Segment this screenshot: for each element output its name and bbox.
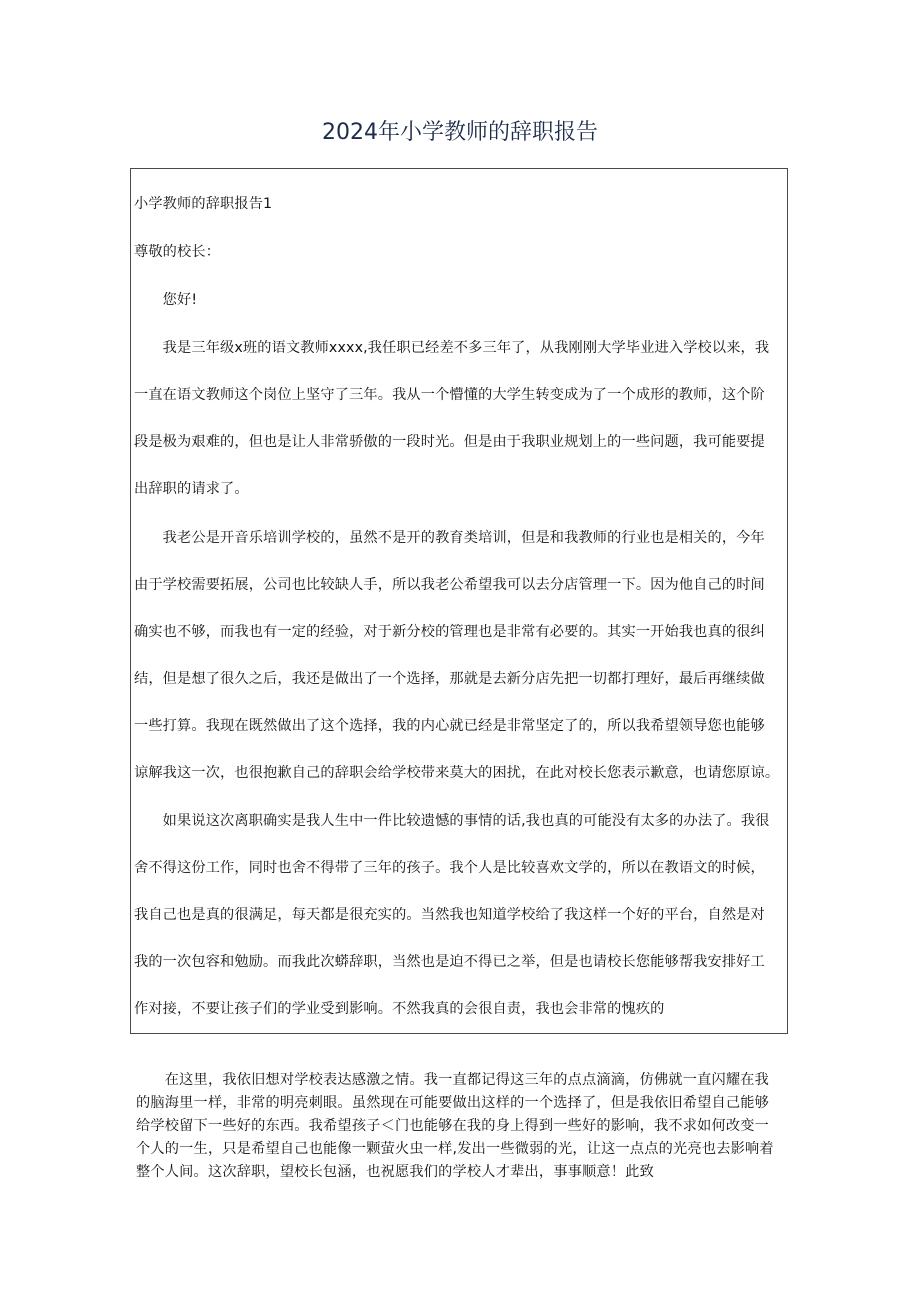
closing-line: 整个人间。这次辞职，望校长包涵，也祝愿我们的学校人才辈出，事事顺意！此致: [136, 1164, 654, 1180]
letter-line: 舍不得这份工作，同时也舍不得带了三年的孩子。我个人是比较喜欢文学的，所以在教语文的时候，: [134, 860, 765, 876]
closing-line: 个人的一生，只是希望自己也能像一颗萤火虫一样,发出一些微弱的光，让这一点点的光亮也去影响着: [136, 1141, 774, 1157]
closing-line: 给学校留下一些好的东西。我希望孩子＜门也能够在我的身上得到一些好的影响，我不求如何改变一: [136, 1118, 770, 1134]
letter-line: 我的一次包容和勉励。而我此次蟒辞职，当然也是迫不得已之举，但是也请校长您能够帮我安排好工: [134, 954, 765, 970]
document-title: 2024年小学教师的辞职报告: [322, 120, 598, 145]
letter-line: 一些打算。我现在既然做出了这个选择，我的内心就已经是非常坚定了的，所以我希望领导您也能够: [134, 718, 765, 734]
letter-box: [130, 168, 788, 1034]
letter-line: 作对接，不要让孩子们的学业受到影响。不然我真的会很自责，我也会非常的愧疚的: [134, 1001, 665, 1017]
closing-paragraph: [136, 1069, 792, 1184]
letter-line: 由于学校需要拓展，公司也比较缺人手，所以我老公希望我可以去分店管理一下。因为他自己的时间: [134, 577, 765, 593]
letter-line: 谅解我这一次，也很抱歉自己的辞职会给学校带来莫大的困扰，在此对校长您表示歉意，也请您原谅。: [134, 765, 780, 781]
letter-line: 结，但是想了很久之后，我还是做出了一个选择，那就是去新分店先把一切都打理好，最后再继续做: [134, 671, 765, 687]
letter-line: 段是极为艰难的，但也是让人非常骄傲的一段时光。但是由于我职业规划上的一些问题，我可能要提: [134, 434, 765, 450]
letter-line: 确实也不够，而我也有一定的经验，对于新分校的管理也是非常有必要的。其实一开始我也真的很纠: [134, 624, 765, 640]
letter-line: 我自己也是真的很满足，每天都是很充实的。当然我也知道学校给了我这样一个好的平台，自然是对: [134, 907, 765, 923]
letter-line: 我老公是开音乐培训学校的，虽然不是开的教育类培训，但是和我教师的行业也是相关的，今年: [134, 530, 765, 546]
closing-line: 在这里，我依旧想对学校表达感激之情。我一直都记得这三年的点点滴滴，仿佛就一直闪耀在我: [136, 1072, 770, 1088]
letter-line: 尊敬的校长：: [134, 244, 221, 260]
letter-line: 如果说这次离职确实是我人生中一件比较遗憾的事情的话,我也真的可能没有太多的办法了。我很: [134, 813, 770, 829]
letter-line: 我是三年级x班的语文教师xxxx,我任职已经差不多三年了，从我刚刚大学毕业进入学校以来，我: [134, 340, 770, 356]
letter-line: 出辞职的请求了。: [134, 481, 249, 497]
closing-line: 的脑海里一样，非常的明亮刺眼。虽然现在可能要做出这样的一个选择了，但是我依旧希望自己能够: [136, 1095, 770, 1111]
letter-line: 一直在语文教师这个岗位上坚守了三年。我从一个懵懂的大学生转变成为了一个成形的教师，这个阶: [134, 387, 765, 403]
letter-line: 您好!: [134, 292, 198, 308]
letter-line: 小学教师的辞职报告1: [134, 196, 273, 212]
